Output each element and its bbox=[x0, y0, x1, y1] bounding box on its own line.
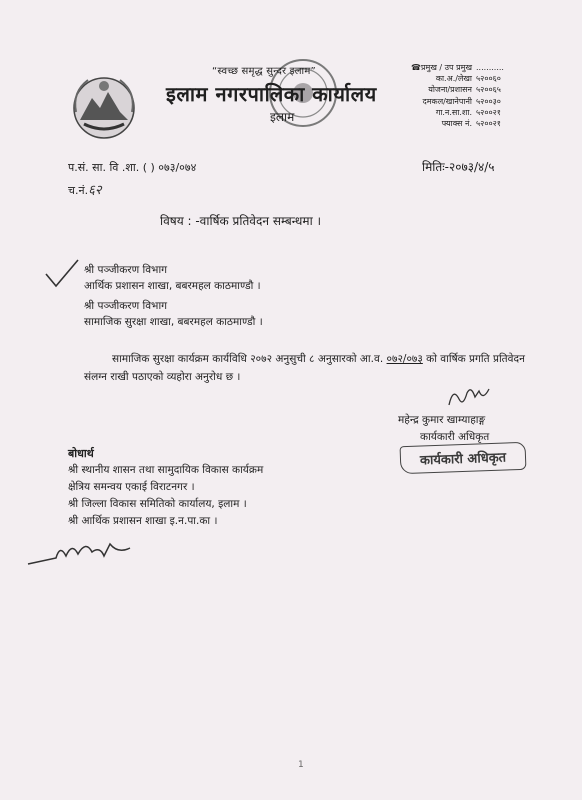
dispatch-number: च.नं.६२ bbox=[68, 183, 102, 198]
page-number: 1 bbox=[298, 760, 304, 770]
contact-block bbox=[398, 62, 518, 129]
list-item: श्री जिल्ला विकास समितिको कार्यालय, इलाम । bbox=[68, 498, 247, 510]
recipient-address-1: श्री पञ्जीकरण विभाग आर्थिक प्रशासन शाखा, बबरमहल काठमाण्डौ । bbox=[84, 264, 261, 292]
initials-scribble-icon bbox=[26, 536, 136, 568]
contact-row: फ्याक्स नं. ५२००२१ bbox=[441, 119, 501, 129]
fiscal-year: ०७२/०७३ bbox=[386, 353, 423, 365]
dispatch-number-handwritten: ६२ bbox=[88, 183, 102, 198]
cc-title: बोधार्थ bbox=[68, 447, 94, 460]
nepal-emblem-icon bbox=[70, 72, 138, 142]
contact-row: गा.न.सा.शा. ५२००२१ bbox=[435, 107, 501, 117]
contact-row: ☎प्रमुख / उप प्रमुख ........... bbox=[411, 63, 504, 72]
slogan: “स्वच्छ समृद्ध सुन्दर इलाम” bbox=[212, 66, 316, 77]
designation-stamp: कार्यकारी अधिकृत bbox=[400, 442, 527, 474]
signatory-name: महेन्द्र कुमार खाम्याहाङ्ग bbox=[398, 414, 486, 426]
letter-date: मितिः-२०७३/४/५ bbox=[422, 160, 495, 174]
reference-number: प.सं. सा. वि .शा. ( ) ०७३/०७४ bbox=[68, 161, 197, 174]
subject-line: विषय : -वार्षिक प्रतिवेदन सम्बन्धमा । bbox=[160, 214, 322, 228]
letter-body: सामाजिक सुरक्षा कार्यक्रम कार्यविधि २०७२ अनुसुची ८ अनुसारको आ.व. ०७२/०७३ को वार्षिक प्रगति प्रतिवेदन संलग्न राखी पठाएको व्यहोरा अनुरोध छ । bbox=[84, 353, 525, 383]
list-item: श्री आर्थिक प्रशासन शाखा इ.न.पा.का । bbox=[68, 515, 218, 527]
signatory-title: कार्यकारी अधिकृत bbox=[420, 431, 490, 443]
contact-row: दमकल/खानेपानी ५२००३० bbox=[422, 96, 501, 106]
list-item: श्री स्थानीय शासन तथा सामुदायिक विकास कार्यक्रम bbox=[68, 464, 264, 476]
contact-row: का.अ./लेखा ५२००६० bbox=[435, 74, 501, 84]
check-mark-icon bbox=[44, 258, 80, 288]
list-item: क्षेत्रिय समन्वय एकाई विराटनगर । bbox=[68, 481, 195, 493]
recipient-address-2: श्री पञ्जीकरण विभाग सामाजिक सुरक्षा शाखा, बबरमहल काठमाण्डौ । bbox=[84, 300, 263, 328]
cc-list bbox=[68, 462, 263, 530]
contact-row: योजना/प्रशासन ५२००६५ bbox=[428, 85, 501, 95]
office-location: इलाम bbox=[270, 110, 295, 124]
office-title: इलाम नगरपालिका कार्यालय bbox=[166, 82, 377, 106]
signature-icon bbox=[445, 385, 491, 409]
